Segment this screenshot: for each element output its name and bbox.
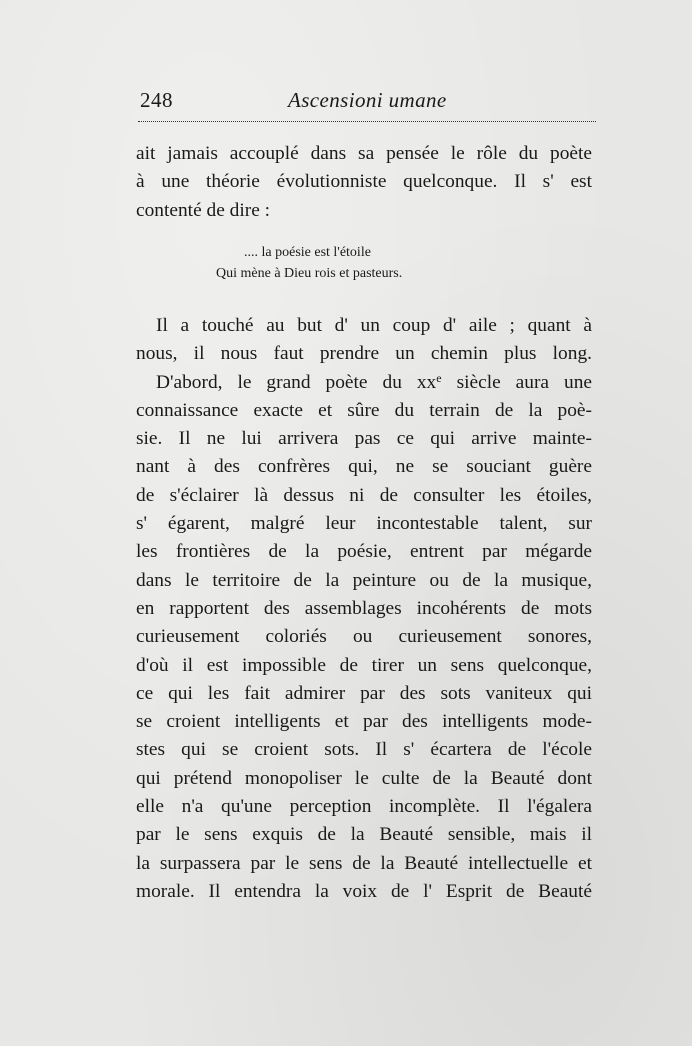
text-line: sie. Il ne lui arrivera pas ce qui arrive mainte- (136, 428, 592, 450)
superscript: e (436, 370, 442, 385)
text-line: en rapportent des assemblages incohérents de mots (136, 597, 592, 619)
text-line: stes qui se croient sots. Il s' écartera de l'école (136, 739, 592, 761)
text-line: la surpassera par le sens de la Beauté intellectuelle et (136, 852, 592, 874)
text-line: dans le territoire de la peinture ou de la musique, (136, 569, 592, 591)
text-line: les frontières de la poésie, entrent par mégarde (136, 541, 592, 563)
text-line: qui prétend monopoliser le culte de la Beauté dont (136, 767, 592, 789)
text-line: morale. Il entendra la voix de l' Esprit de Beauté (136, 880, 592, 902)
verse-quotation (200, 242, 460, 284)
text-line: nous, il nous faut prendre un chemin plus long. (136, 343, 592, 365)
text-line: d'où il est impossible de tirer un sens quelconque, (136, 654, 592, 676)
text-line-with-superscript (136, 369, 592, 397)
page-number: 248 (140, 88, 173, 112)
quote-line: Qui mène à Dieu rois et pasteurs. (216, 266, 403, 281)
text-line: ce qui les fait admirer par des sots vaniteux qui (136, 682, 592, 704)
text-line: à une théorie évolutionniste quelconque. Il s' est (136, 171, 592, 193)
text-line: connaissance exacte et sûre du terrain de la poè- (136, 399, 592, 421)
paragraph-continued (136, 140, 592, 225)
running-title: Ascensioni umane (288, 88, 447, 112)
text-line: s' égarent, malgré leur incontestable talent, sur (136, 513, 592, 535)
quote-line: .... la poésie est l'étoile (244, 245, 371, 260)
text-line: par le sens exquis de la Beauté sensible, mais il (136, 824, 592, 846)
header-rule (138, 121, 596, 122)
text-line: elle n'a qu'une perception incomplète. Il l'égalera (136, 796, 592, 818)
text-line: contenté de dire : (136, 199, 271, 221)
text-line: ait jamais accouplé dans sa pensée le rôle du poète (136, 143, 592, 164)
running-head (138, 88, 596, 118)
text-line: de s'éclairer là dessus ni de consulter les étoiles, (136, 484, 592, 506)
text-fragment: siècle aura une (441, 371, 593, 393)
text-line: Il a touché au but d' un coup d' aile ; quant à (156, 315, 592, 336)
body-text (136, 312, 592, 906)
text-line: nant à des confrères qui, ne se souciant guère (136, 456, 592, 478)
text-fragment: D'abord, le grand poète du xx (156, 371, 437, 393)
text-line: curieusement coloriés ou curieusement sonores, (136, 626, 592, 648)
text-line: se croient intelligents et par des intelligents mode- (136, 711, 592, 733)
